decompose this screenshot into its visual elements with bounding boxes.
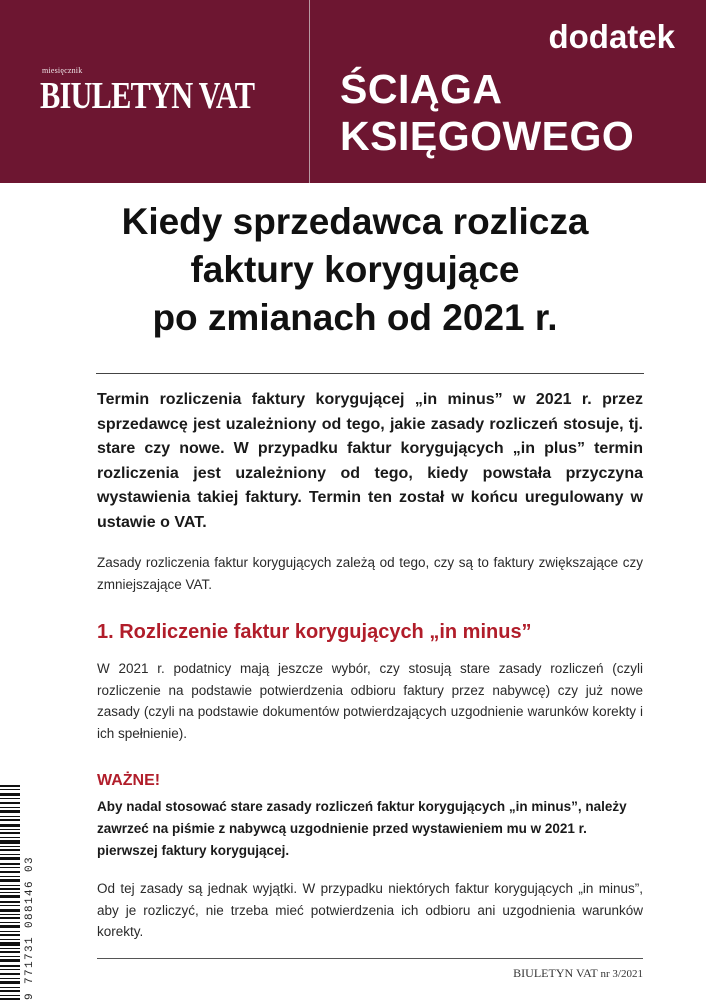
article-title-line1: Kiedy sprzedawca rozlicza <box>121 201 589 242</box>
barcode-digits: 9 771731 088146 03 <box>24 855 36 1000</box>
supplement-title <box>340 66 634 160</box>
section-heading: 1. Rozliczenie faktur korygujących „in minus” <box>97 621 532 643</box>
footer-publication-name: BIULETYN VAT <box>513 966 598 980</box>
header-banner <box>0 0 706 183</box>
header-divider <box>309 0 310 183</box>
publication-logo: BIULETYN VAT <box>40 75 255 117</box>
important-note: Aby nadal stosować stare zasady rozliczeń faktur korygujących „in minus”, należy zawrzeć na piśmie z nabywcą uzgodnienie przed wystawieniem mu w 2021 r. pierwszej faktury korygującej. <box>97 799 627 858</box>
barcode-number <box>24 785 38 1000</box>
title-divider <box>96 373 644 374</box>
section-paragraph: W 2021 r. podatnicy mają jeszcze wybór, czy stosują stare zasady rozliczeń (czyli rozliczenie na podstawie potwierdzenia odbioru faktury przez nabywcę) czy już nowe zasady (czyli na podstawie dokumentów potwierdzających uzgodnienie warunków korekty i ich spełnienie). <box>97 661 643 741</box>
supplement-title-line1: ŚCIĄGA <box>340 66 503 112</box>
supplement-title-line2: KSIĘGOWEGO <box>340 113 635 159</box>
exceptions-paragraph: Od tej zasady są jednak wyjątki. W przypadku niektórych faktur korygujących „in minus”, aby je rozliczyć, nie trzeba mieć potwierdzenia ich odbioru ani uzgodnienia warunków korekty. <box>97 881 643 939</box>
article-title-line2: faktury korygujące <box>190 249 520 290</box>
article-title <box>60 198 650 342</box>
lead-paragraph: Termin rozliczenia faktury korygującej „in minus” w 2021 r. przez sprzedawcę jest uzależniony od tego, jakie zasady rozliczeń stosuje, tj. stare czy nowe. W przypadku faktur korygujących „in plus” termin rozliczenia jest uzależniony od tego, kiedy powstała przyczyna wystawienia takiej faktury. Termin ten został w końcu uregulowany w ustawie o VAT. <box>97 391 643 531</box>
footer-divider <box>97 958 643 959</box>
footer-publication <box>513 966 643 981</box>
supplement-label: dodatek <box>548 18 675 55</box>
barcode <box>0 785 20 1000</box>
footer-issue: nr 3/2021 <box>600 968 643 980</box>
article-title-line3: po zmianach od 2021 r. <box>152 297 558 338</box>
intro-paragraph: Zasady rozliczenia faktur korygujących zależą od tego, czy są to faktury zwiększające czy zmniejszające VAT. <box>97 555 643 592</box>
important-label: WAŻNE! <box>97 772 161 789</box>
logo-subtitle: miesięcznik <box>42 66 83 75</box>
